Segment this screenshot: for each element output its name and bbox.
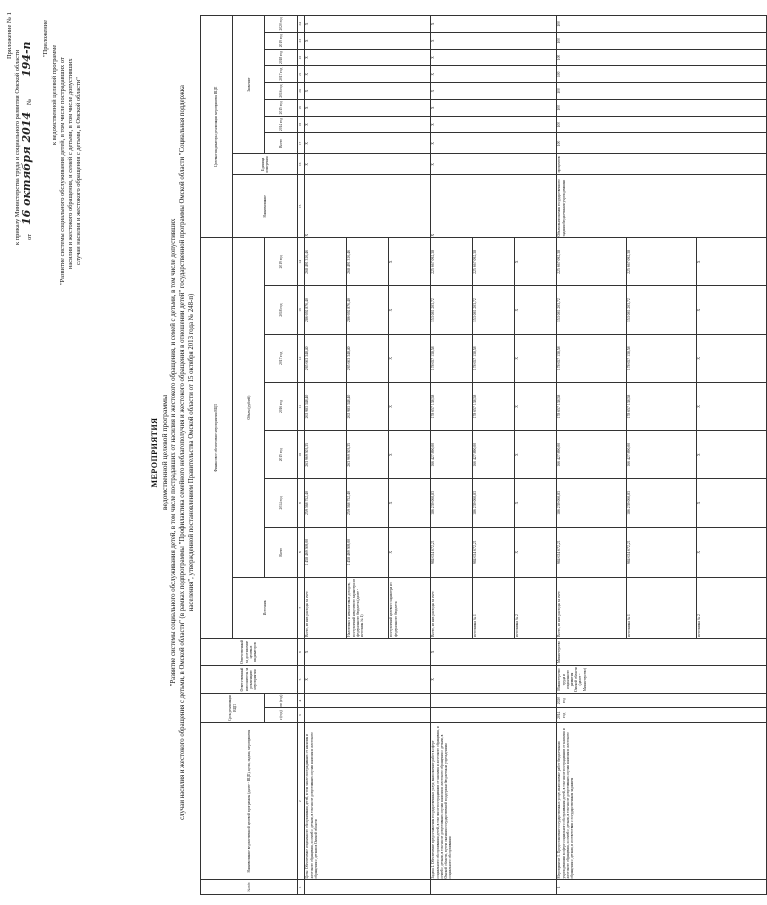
column-index-cell: 4 [297, 693, 304, 708]
header-value-2020: 2020 год [265, 16, 297, 33]
indicator-value: 100 [556, 16, 766, 33]
column-index-cell: 22 [297, 49, 304, 66]
finance-value: 186 239 060,83 [556, 479, 626, 527]
row-source-total: Всего, из них расходы за счет: [430, 577, 472, 638]
finance-value: 263 983 348,40 [304, 382, 346, 430]
row-to: 2020 год [556, 693, 766, 708]
column-index-cell: 6 [297, 638, 304, 666]
column-index-cell: 17 [297, 133, 304, 154]
row-source-total: Всего, из них расходы за счет: [304, 577, 346, 638]
row-source-1: источника № 1 [472, 577, 514, 638]
finance-value: 286 692 876,40 [346, 286, 388, 334]
indicator-value: Х [430, 16, 556, 33]
header-value-2019: 2019 год [265, 32, 297, 49]
indicator-value: Х [430, 66, 556, 83]
indicator-value: 100 [556, 99, 766, 116]
program-measures-table [200, 15, 767, 895]
indicator-value: Х [304, 49, 430, 66]
row-name: Цель: Обеспечение социального обслуживания детей, в том числе пострадавших от насилия и жестокого обращения, и семей с детьми, в том числе допустивших случаи насилия и жестокого обращения с детьми в Омской области [304, 723, 430, 880]
indicator-value: Х [430, 99, 556, 116]
table-row [304, 16, 346, 895]
finance-value: 178 657 138,58 [556, 382, 626, 430]
row-number [430, 880, 556, 895]
column-index-cell: 19 [297, 99, 304, 116]
finance-value: 225 667 092,38 [626, 238, 696, 286]
table-header-row-1 [201, 16, 233, 895]
column-index-cell: 3 [297, 708, 304, 723]
finance-value: 166 427 890,00 [472, 431, 514, 479]
finance-value: 178 657 138,58 [430, 334, 472, 382]
header-name: Наименование ведомственной целевой программы (далее - ВЦП), цели, задачи, мероприятия [201, 723, 298, 880]
finance-value: 259 368 752,40 [346, 479, 388, 527]
finance-value: 178 657 138,58 [430, 382, 472, 430]
finance-value: 186 239 060,83 [472, 479, 514, 527]
indicator-value: Х [430, 116, 556, 133]
header-value-2018: 2018 год [265, 49, 297, 66]
row-source-total: Всего, из них расходы за счет: [556, 577, 626, 638]
finance-value: 178 657 138,58 [556, 334, 626, 382]
row-to [304, 693, 430, 708]
order-reference: к приказу Министерства труда и социального развития Омской области [14, 49, 21, 245]
column-index-cell: 5 [297, 666, 304, 694]
indicator-value: Х [304, 66, 430, 83]
column-index-cell: 12 [297, 334, 304, 382]
indicator-unit: процентов [556, 154, 766, 175]
row-from: 2014 год [556, 708, 766, 723]
finance-value: Х [514, 527, 556, 577]
header-2017: 2017 год [265, 334, 297, 382]
table-row [556, 16, 626, 895]
finance-value: 153 081 203,72 [556, 286, 626, 334]
header-number: № п/п [201, 880, 298, 895]
row-from [430, 708, 556, 723]
program-reference: к ведомственной целевой программе [51, 44, 58, 145]
order-date-handwritten: 16 октября 2014 [20, 111, 33, 225]
finance-value: Х [388, 479, 430, 527]
indicator-value: 100 [556, 32, 766, 49]
finance-value: Х [696, 479, 766, 527]
row-executor: Министерство труда и социального развития Омской области (далее - Министерство) [556, 666, 766, 694]
header-indicators: Целевые индикаторы реализации мероприятия ВЦП [201, 16, 233, 238]
header-value-2014: 2014 год [265, 116, 297, 133]
indicator-name: Объем выполнения государственного задания бюджетными учреждениями [556, 175, 766, 238]
row-source-2: поступлений целевого характера из федерального бюджета [388, 577, 430, 638]
header-total: Всего [265, 527, 297, 577]
finance-value: 263 969 303,35 [346, 431, 388, 479]
header-executor: Ответственный исполнитель за реализацию мероприятия [201, 666, 298, 694]
header-2014: 2014 год [265, 479, 297, 527]
column-index-cell: 23 [297, 32, 304, 49]
finance-value: 984 634 672,21 [472, 527, 514, 577]
header-2018: 2018 год [265, 286, 297, 334]
finance-value: Х [696, 238, 766, 286]
row-responsible: Х [304, 638, 430, 666]
column-index-cell: 9 [297, 479, 304, 527]
finance-value: 268 491 316,46 [304, 238, 346, 286]
finance-value: Х [514, 382, 556, 430]
column-index-cell: 24 [297, 16, 304, 33]
indicator-value: Х [430, 49, 556, 66]
finance-value: 178 657 138,58 [472, 334, 514, 382]
table-row [430, 16, 472, 895]
column-index-cell: 20 [297, 83, 304, 100]
finance-value: 166 427 890,00 [556, 431, 626, 479]
indicator-value: 100 [556, 66, 766, 83]
row-executor: Х [304, 666, 430, 694]
row-number: 1 [556, 880, 766, 895]
header-source: Источник [233, 577, 297, 638]
program-name-line-3: случаи насилия и жестокого обращения с детьми, в Омской области" [75, 77, 82, 265]
column-index-cell: 14 [297, 238, 304, 286]
row-source-1: Налоговых и неналоговых доходов, поступлений нецелевого характера из федерального бюджета (далее - источник № 1) [346, 577, 388, 638]
column-index-cell: 15 [297, 175, 304, 238]
indicator-value: 100 [556, 49, 766, 66]
finance-value: Х [514, 334, 556, 382]
header-unit: Единица измерения [233, 154, 297, 175]
row-from [304, 708, 430, 723]
header-2016: 2016 год [265, 382, 297, 430]
finance-value: 178 657 138,58 [626, 382, 696, 430]
title-line-3: населения", утвержденной постановлением Правительства Омской области от 15 октября 2013 года № 248-п) [188, 293, 195, 612]
appendix-number: Приложение № 1 [6, 12, 13, 59]
column-index-cell: 1 [297, 880, 304, 895]
document-subtitle: ведомственной целевой программы [160, 394, 169, 511]
appendix-quote: "Приложение [42, 20, 49, 57]
row-to [430, 693, 556, 708]
finance-value: Х [696, 382, 766, 430]
table-body [304, 16, 766, 895]
row-source-2: источника № 2 [514, 577, 556, 638]
row-executor: Х [430, 666, 556, 694]
finance-value: 225 667 092,38 [430, 238, 472, 286]
finance-value: 186 239 060,83 [430, 479, 472, 527]
finance-value: 984 634 672,21 [556, 527, 626, 577]
finance-value: Х [388, 527, 430, 577]
finance-value: Х [696, 334, 766, 382]
finance-value: 265 663 348,40 [346, 334, 388, 382]
finance-value: Х [514, 286, 556, 334]
column-index-cell: 16 [297, 154, 304, 175]
finance-value: 259 368 752,40 [304, 479, 346, 527]
finance-value: 186 239 060,83 [626, 479, 696, 527]
row-name: Задача 1. Обеспечение предоставления государственных услуг, выполнение работ в сфере социального обслуживания детей, в том числе пострадавших от насилия и жестокого обращения, и семей с детьми, в том числе допустивших случаи насилия и жестокого обращения с детьми, в Омской области, путем оказания государственной поддержки бюджетным учреждениям социального обслуживания [430, 723, 556, 880]
finance-value: Х [388, 238, 430, 286]
column-index-cell: 13 [297, 286, 304, 334]
finance-value: 1 458 469 369,00 [304, 527, 346, 577]
header-2015: 2015 год [265, 431, 297, 479]
row-number [304, 880, 430, 895]
row-responsible: Министерство [556, 638, 766, 666]
finance-value: Х [696, 431, 766, 479]
finance-value: Х [388, 431, 430, 479]
document-title: МЕРОПРИЯТИЯ [150, 417, 159, 488]
indicator-value: Х [304, 133, 430, 154]
indicator-unit: Х [430, 154, 556, 175]
header-value-2016: 2016 год [265, 83, 297, 100]
column-index-cell: 7 [297, 577, 304, 638]
row-source-1: источника № 1 [626, 577, 696, 638]
header-finance: Финансовое обеспечение мероприятия ВЦП [201, 238, 233, 638]
indicator-value: 100 [556, 83, 766, 100]
order-number-handwritten: 194-п [20, 41, 33, 77]
finance-value: 286 692 876,40 [304, 286, 346, 334]
indicator-value: 100 [556, 133, 766, 154]
finance-value: 984 634 672,21 [626, 527, 696, 577]
header-from: с (год) [265, 708, 297, 723]
finance-value: 153 081 203,72 [626, 286, 696, 334]
finance-value: 263 983 348,40 [346, 382, 388, 430]
indicator-value: Х [304, 83, 430, 100]
indicator-value: Х [430, 32, 556, 49]
indicator-value: Х [304, 32, 430, 49]
indicator-value: Х [304, 116, 430, 133]
header-value: Значение [233, 16, 265, 154]
header-value-total: Всего [265, 133, 297, 154]
finance-value: 263 969 303,35 [304, 431, 346, 479]
title-line-1: "Развитие системы социального обслуживания детей, в том числе пострадавших от насилия и жестокого обращения, и семей с детьми, в том числе допустивших [170, 218, 177, 687]
finance-value: 153 081 203,72 [472, 286, 514, 334]
indicator-name: Х [430, 175, 556, 238]
header-term: Срок реализации ВЦП [201, 693, 265, 722]
finance-value: 225 667 092,38 [472, 238, 514, 286]
finance-value: 225 667 092,38 [556, 238, 626, 286]
header-to: по (год) [265, 693, 297, 708]
column-index-cell: 18 [297, 116, 304, 133]
finance-value: Х [388, 334, 430, 382]
finance-value: Х [514, 238, 556, 286]
finance-value: Х [696, 286, 766, 334]
indicator-value: Х [430, 83, 556, 100]
indicator-unit: Х [304, 154, 430, 175]
indicator-value: 100 [556, 116, 766, 133]
finance-value: 166 427 890,00 [430, 431, 472, 479]
title-line-2: случаи насилия и жестокого обращения с детьми, в Омской области" (в рамках подпрограммы "Профилактика семейного неблагополучия и жестокого обращения в отношении детей" государственной программы Омской области "Социальная поддержка [179, 85, 186, 820]
finance-value: Х [388, 382, 430, 430]
column-index-row [297, 16, 304, 895]
header-value-2017: 2017 год [265, 66, 297, 83]
finance-value: 1 458 469 369,00 [346, 527, 388, 577]
header-value-2015: 2015 год [265, 99, 297, 116]
finance-value: Х [514, 479, 556, 527]
row-source-2: источника № 2 [696, 577, 766, 638]
indicator-value: Х [430, 133, 556, 154]
indicator-value: Х [304, 16, 430, 33]
column-index-cell: 2 [297, 723, 304, 880]
header-responsible: Ответственный за достижение целевых индикаторов [201, 638, 298, 666]
finance-value: Х [514, 431, 556, 479]
header-indicator-name: Наименование [233, 175, 297, 238]
finance-value: Х [388, 286, 430, 334]
finance-value: Х [696, 527, 766, 577]
column-index-cell: 10 [297, 431, 304, 479]
finance-value: 178 657 138,58 [472, 382, 514, 430]
program-name-line-2: насилия и жестокого обращения, и семей с детьми, в том числе допустивших [67, 58, 74, 269]
program-name-line-1: "Развитие системы социального обслуживания детей, в том числе пострадавших от [59, 57, 66, 285]
finance-value: 166 427 890,00 [626, 431, 696, 479]
finance-value: 153 081 203,72 [430, 286, 472, 334]
column-index-cell: 21 [297, 66, 304, 83]
finance-value: 265 663 348,40 [304, 334, 346, 382]
row-name: Мероприятие 1. Предоставление государственных услуг, выполнение работ бюджетными учреждениями в сфере социального обслуживания детей, в том числе пострадавших от насилия и жестокого обращения, и семей с детьми, в том числе допустивших случаи насилия и жестокого обращения с детьми, в соответствии с государственным заданием [556, 723, 766, 880]
finance-value: 268 491 316,46 [346, 238, 388, 286]
finance-value: 178 657 138,58 [626, 334, 696, 382]
column-index-cell: 11 [297, 382, 304, 430]
header-volume: Объем (рублей) [233, 238, 265, 578]
order-date-label: от [26, 234, 33, 240]
indicator-name: Х [304, 175, 430, 238]
header-2019: 2019 год [265, 238, 297, 286]
column-index-cell: 8 [297, 527, 304, 577]
row-responsible: Х [430, 638, 556, 666]
finance-value: 984 634 672,21 [430, 527, 472, 577]
order-number-label: № [26, 98, 33, 105]
indicator-value: Х [304, 99, 430, 116]
